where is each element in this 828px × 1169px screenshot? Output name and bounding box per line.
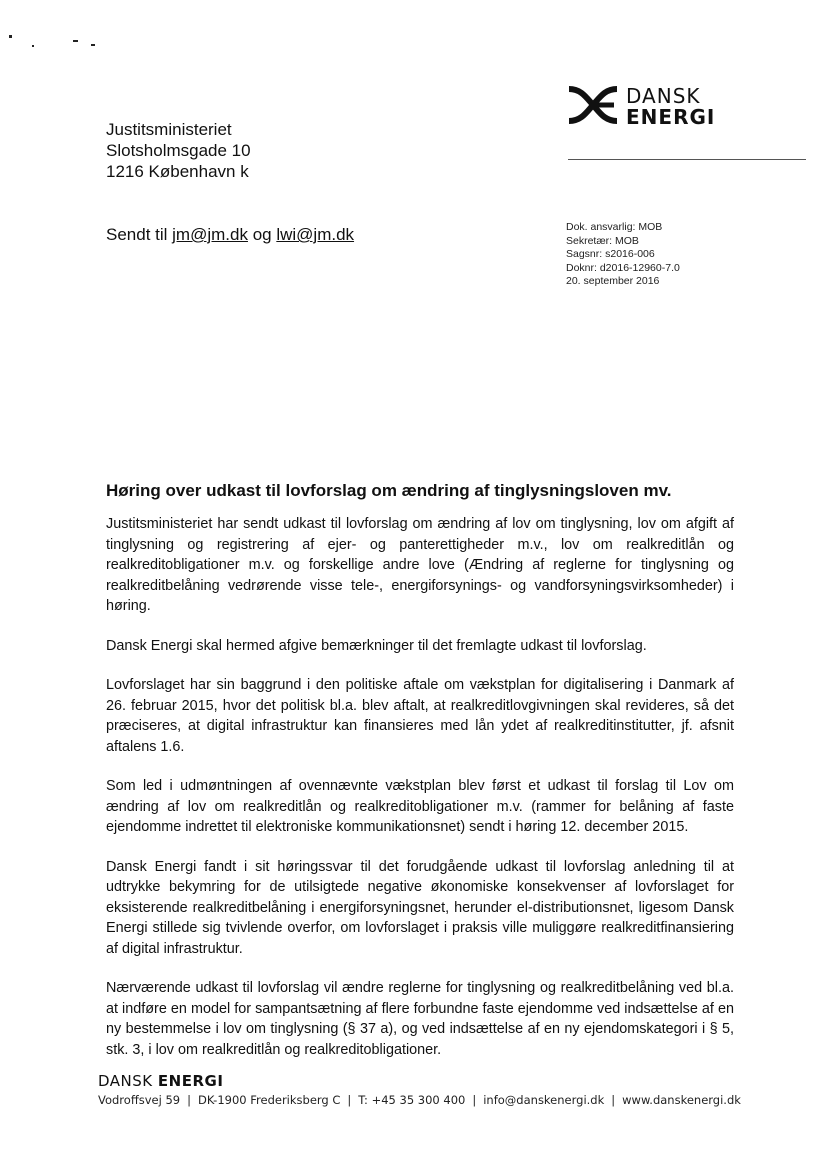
body-paragraph: Som led i udmøntningen af ovennævnte vækstplan blev først et udkast til forslag til Lov om ændring af lov om realkreditlån og realkreditobligationer m.v. (rammer for belåning af faste ejendomme indrettet til elektroniske kommunikationsnet) sendt i høring 12. december 2015. xyxy=(106,778,734,835)
logo-line-dansk: DANSK xyxy=(626,84,701,108)
footer-brand-dansk: DANSK xyxy=(98,1072,158,1090)
footer-email-link[interactable]: info@danskenergi.dk xyxy=(483,1093,605,1107)
body-paragraph: Dansk Energi skal hermed afgive bemærkninger til det fremlagte udkast til lovforslag. xyxy=(106,637,647,654)
body-paragraph: Justitsministeriet har sendt udkast til lovforslag om ændring af lov om tinglysning, lov om afgift af tinglysning og registrering af ejer- og panterettigheder m.v., lov om realkreditlån og realkreditobligationer m.v. og forskellige andre love (Ændring af reglerne for tinglysning og realkreditbelåning vedrørende visse tele-, energiforsynings- og vandforsyningsvirksomheder) i høring. xyxy=(106,516,734,614)
footer-brand-energi: ENERGI xyxy=(157,1072,224,1090)
footer-separator: | xyxy=(187,1093,191,1107)
meta-secretary: Sekretær: MOB xyxy=(566,234,639,247)
recipient-street: Slotsholmsgade 10 xyxy=(106,141,251,160)
letter-body xyxy=(106,514,734,1079)
footer-city: DK-1900 Frederiksberg C xyxy=(197,1093,341,1107)
footer-brand xyxy=(98,1072,223,1090)
dansk-energi-mark-icon xyxy=(566,83,620,127)
footer-separator: | xyxy=(472,1093,477,1107)
recipient-address xyxy=(106,119,251,182)
letter-title: Høring over udkast til lovforslag om ændring af tinglysningsloven mv. xyxy=(106,481,672,500)
recipient-name: Justitsministeriet xyxy=(106,120,232,139)
email-link-jm[interactable]: jm@jm.dk xyxy=(172,225,248,244)
meta-document-number: Doknr: d2016-12960-7.0 xyxy=(566,261,680,274)
logo-wordmark xyxy=(626,86,715,128)
body-paragraph: Nærværende udkast til lovforslag vil ændre reglerne for tinglysning og realkreditbelåning ved bl.a. at indføre en model for sampantsætning af flere forbundne faste ejendomme ved indsættelse af en ny bestemmelse i lov om tinglysning (§ 37 a), og ved indsættelse af en ny ejendomskategori i § 5, stk. 3, i lov om realkreditlån og realkreditobligationer. xyxy=(106,980,734,1058)
header-divider xyxy=(568,159,806,160)
footer-address: Vodroffsvej 59 xyxy=(98,1093,181,1107)
sent-to-joiner: og xyxy=(247,225,277,244)
footer-separator: | xyxy=(611,1093,616,1107)
meta-date: 20. september 2016 xyxy=(566,275,660,287)
footer-contact xyxy=(98,1093,741,1107)
sent-to-line xyxy=(106,225,354,245)
email-link-lwi[interactable]: lwi@jm.dk xyxy=(276,225,355,244)
logo-line-energi: ENERGI xyxy=(626,105,716,129)
meta-case-number: Sagsnr: s2016-006 xyxy=(566,248,655,260)
body-paragraph: Lovforslaget har sin baggrund i den politiske aftale om vækstplan for digitalisering i Danmark af 26. februar 2015, hvor det politisk bl.a. blev aftalt, at realkreditlovgivningen skal revideres, så det præciseres, at digital infrastruktur kan finansieres med lån ydet af realkreditinstitutter, jf. afsnit aftalens 1.6. xyxy=(106,677,734,755)
sent-to-prefix: Sendt til xyxy=(106,225,173,244)
footer-phone: T: +45 35 300 400 xyxy=(358,1093,466,1107)
meta-responsible: Dok. ansvarlig: MOB xyxy=(566,221,663,233)
document-meta xyxy=(566,221,680,289)
footer-separator: | xyxy=(347,1093,352,1107)
footer-website-link[interactable]: www.danskenergi.dk xyxy=(622,1093,741,1107)
body-paragraph: Dansk Energi fandt i sit høringssvar til det forudgående udkast til lovforslag anledning til at udtrykke bekymring for de utilsigtede negative økonomiske konsekvenser af lovforslaget for eksisterende realkreditbelåning i energiforsyningsnet, herunder el-distributionsnet, ligesom Dansk Energi stillede sig tvivlende overfor, om lovforslaget i praksis ville muliggøre realkreditfinansiering af digital infrastruktur. xyxy=(106,858,734,957)
recipient-city: 1216 København k xyxy=(106,162,249,181)
